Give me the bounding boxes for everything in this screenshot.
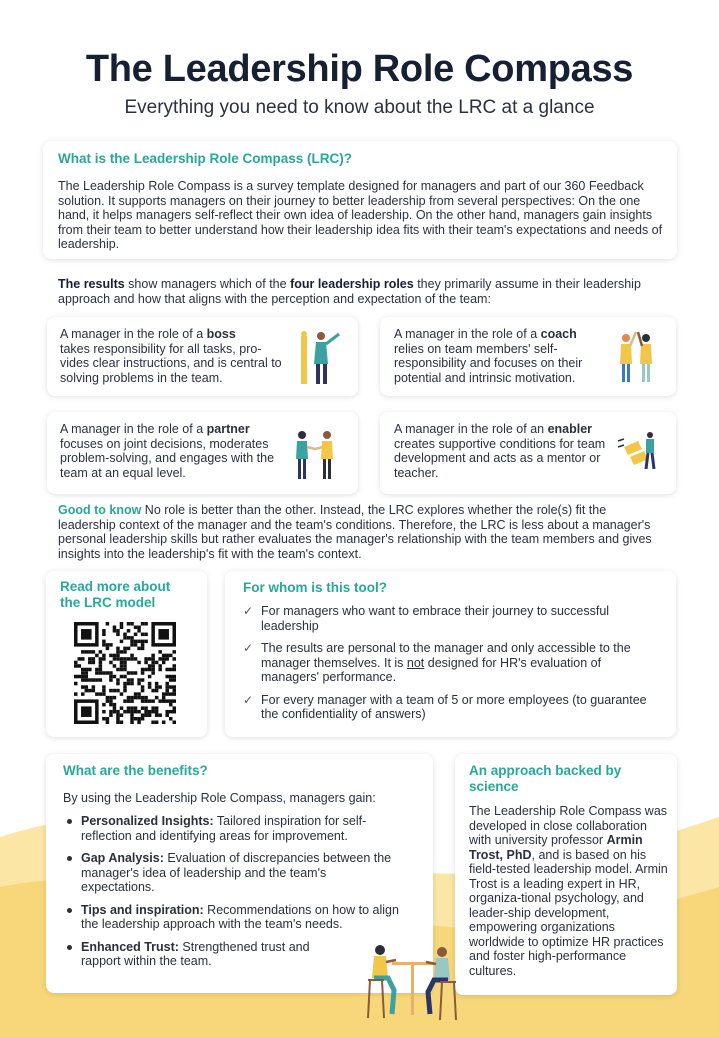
role-name-boss: boss: [206, 327, 236, 341]
role-name-coach: coach: [540, 327, 577, 341]
results-lead: The results: [58, 277, 125, 291]
check-icon: ✓: [243, 604, 254, 618]
science-body: [469, 804, 669, 978]
science-name: Armin Trost, PhD: [469, 833, 643, 862]
benefit-item: [63, 940, 333, 969]
for-whom-item: [243, 693, 658, 722]
role-pre: A manager in the role of a: [60, 327, 207, 341]
role-name-enabler: enabler: [547, 422, 593, 436]
meeting-illustration: [362, 938, 462, 1028]
benefit-text: Evaluation of discrepancies between the manager's idea of leadership and the team's expectations.: [81, 851, 392, 894]
good-to-know: [58, 503, 662, 561]
coach-illustration: [612, 325, 662, 387]
role-desc-coach: relies on team members' self-responsibility and focuses on their potential and intrinsic motivation.: [394, 341, 583, 385]
benefit-title: Gap Analysis:: [81, 851, 164, 865]
benefit-item: [63, 814, 403, 843]
benefit-text: Tailored inspiration for self-reflection and identifying areas for improvement.: [81, 814, 367, 843]
benefit-item: [63, 851, 403, 895]
qr-code[interactable]: [74, 622, 176, 724]
intro-heading: What is the Leadership Role Compass (LRC)?: [58, 151, 353, 166]
good-to-know-label: Good to know: [58, 503, 142, 517]
role-card-partner: [47, 412, 358, 494]
for-whom-list: [243, 604, 658, 730]
page-title: The Leadership Role Compass: [85, 48, 634, 90]
role-desc-boss: takes responsibility for all tasks, pro-vides clear instructions, and is central to solving problems in the team.: [60, 341, 282, 385]
role-text-boss: [60, 327, 288, 385]
intro-card: [43, 141, 677, 259]
science-pre: The Leadership Role Compass was developed in close collaboration with university professor: [469, 804, 668, 847]
science-heading: An approach backed by science: [469, 763, 622, 794]
benefit-text: Strengthened trust and rapport within the team.: [81, 939, 310, 968]
benefit-text: Recommendations on how to align the leadership approach with the team's needs.: [81, 902, 399, 931]
benefit-item: [63, 903, 403, 932]
results-bold: four leadership roles: [290, 277, 414, 291]
bullet-icon: [67, 945, 72, 950]
role-desc-partner: focuses on joint decisions, moderates problem-solving, and engages with the team at an equal level.: [60, 436, 275, 480]
science-card: [455, 754, 677, 995]
enabler-illustration: [616, 422, 666, 484]
for-whom-heading: For whom is this tool?: [243, 580, 387, 595]
role-card-enabler: [380, 412, 676, 494]
benefits-heading: What are the benefits?: [63, 763, 208, 778]
for-whom-item: [243, 604, 658, 633]
read-more-heading: Read more about the LRC model: [60, 579, 171, 610]
role-text-partner: [60, 422, 292, 480]
for-whom-card: [225, 571, 676, 737]
for-whom-item-text: The results are personal to the manager and only accessible to the manager themselves. It is: [261, 641, 631, 670]
page-subtitle: Everything you need to know about the LRC at a glance: [124, 97, 595, 118]
results-rest: they primarily assume in their leadership approach and how that aligns with the perception and expectation of the team:: [58, 277, 641, 306]
role-pre: A manager in the role of an: [394, 422, 548, 436]
bullet-icon: [67, 856, 72, 861]
benefits-intro: By using the Leadership Role Compass, managers gain:: [63, 791, 376, 805]
check-icon: ✓: [243, 692, 254, 707]
benefit-title: Personalized Insights:: [81, 814, 214, 828]
role-card-coach: [380, 317, 676, 396]
benefit-title: Enhanced Trust:: [81, 939, 179, 954]
for-whom-item-rest: designed for HR's evaluation of managers' performance.: [261, 655, 602, 684]
science-post: , and is based on his field-tested leadership model. Armin Trost is a leading expert in HR, organiza-tional psychology, and leader-ship development, empowering organizations worldwide to optimize HR practices and foster high-performance cultures.: [469, 847, 668, 978]
benefit-title: Tips and inspiration:: [81, 902, 204, 917]
role-pre: A manager in the role of a: [60, 422, 207, 436]
partner-illustration: [290, 422, 340, 484]
for-whom-item-text: For every manager with a team of 5 or more employees (to guarantee the confidentiality of answers): [261, 692, 647, 721]
bullet-icon: [67, 819, 72, 824]
benefits-list: [63, 814, 403, 977]
check-icon: ✓: [243, 641, 254, 655]
results-text: [58, 277, 658, 306]
role-card-boss: [47, 317, 358, 396]
role-pre: A manager in the role of a: [394, 327, 541, 341]
intro-body: The Leadership Role Compass is a survey template designed for managers and part of our 360 Feedback solution. It supports managers on their journey to better leadership from several perspectives: On the one hand, it helps managers self-reflect their own idea of leadership. On the other hand, managers gain insights from their team to better understand how their leadership idea fits with their team's expectations and needs of leadership.: [58, 179, 663, 251]
boss-illustration: [295, 325, 345, 387]
for-whom-item: [243, 641, 658, 685]
role-name-partner: partner: [206, 422, 250, 436]
for-whom-not: not: [406, 655, 425, 670]
role-text-enabler: [394, 422, 614, 480]
role-desc-enabler: creates supportive conditions for team development and acts as a mentor or teacher.: [394, 436, 606, 480]
for-whom-item-text: For managers who want to embrace their journey to successful leadership: [261, 604, 610, 633]
bullet-icon: [67, 908, 72, 913]
role-text-coach: [394, 327, 604, 385]
results-mid: show managers which of the: [124, 277, 291, 291]
good-to-know-text: No role is better than the other. Instead, the LRC explores whether the role(s) fit the leadership context of the manager and the team's conditions. Therefore, the LRC is less about a manager's personal leadership skills but rather evaluates the manager's relationship with the team members and gives insights into the leadership's fit with the team's context.: [58, 503, 652, 561]
